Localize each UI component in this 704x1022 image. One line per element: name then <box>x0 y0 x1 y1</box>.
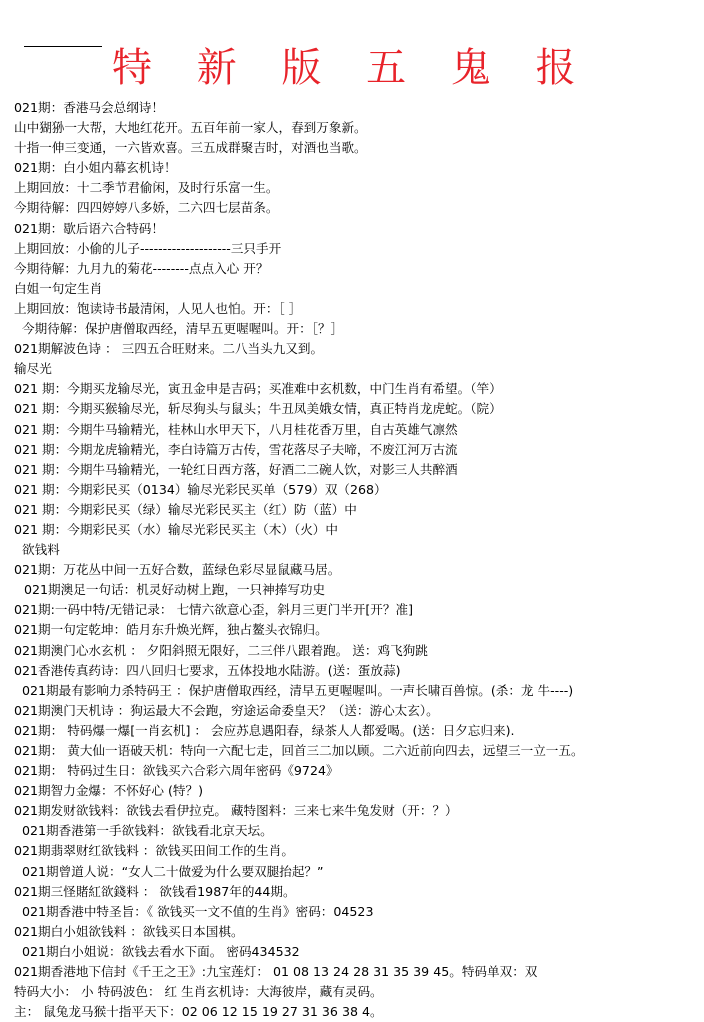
text-line: 021 期：今期买龙输尽光，寅丑金申是吉码；买准难中玄机数，中门生肖有希望。（竿） <box>14 381 502 397</box>
document-body <box>14 98 698 1022</box>
text-line: 021期香港中特圣旨：《 欲钱买一文不值的生肖》密码：04523 <box>22 903 374 919</box>
text-line: 021期白小姐欲钱料 ：欲钱买日本国棋。 <box>14 923 244 939</box>
text-line: 021期： 黄大仙一语破天机：特向一六配七走，回首三二加以顾。二六近前向四去，远望三一立一五。 <box>14 743 584 758</box>
text-line: 021 期：今期买猴输尽光，斩尽狗头与鼠头；牛丑凤美娥女情，真正特肖龙虎蛇。（院） <box>14 401 502 417</box>
text-line: 021期解波色诗 ： 三四五合旺财来。二八当头九又到。 <box>14 341 324 357</box>
text-line: 021期： 特码爆一爆[一肖玄机] ： 会应苏息遇阳春，绿茶人人都爱喝。(送：日夕忘归来). <box>14 722 515 738</box>
text-line: 021 期：今期彩民买（水）输尽光彩民买主（木）（火）中 <box>14 521 338 537</box>
text-line: 021期澳门天机诗 ：狗运最大不会跑，穷途运命委皇天？（送：游心太玄）。 <box>14 702 439 718</box>
text-line: 今期待解：保护唐僧取西经，清早五更喔喔叫。开：［？］ <box>22 321 344 337</box>
text-line: 021期:一码中特/无错记录： 七情六欲意心歪，斜月三更门半开[开？准] <box>14 602 413 618</box>
text-line: 今期待解：四四婷婷八多娇，二六四七层苗条。 <box>14 200 279 216</box>
text-line: 021 期：今期牛马输精光，一轮红日西方落，好酒二二碗人饮，对影三人共醉酒 <box>14 461 458 477</box>
text-line: 021 期：今期龙虎输精光，李白诗篇万古传，雪花落尽子夫啼，不废江河万古流 <box>14 441 458 457</box>
text-line: 021期翡翠财红欲钱料 ：欲钱买田间工作的生肖。 <box>14 843 294 859</box>
text-line: 今期待解：九月九的菊花--------点点入心 开？ <box>14 260 269 276</box>
text-line: 输尽光 <box>14 361 52 377</box>
text-line: 021香港传真药诗：四八回归七要求，五体投地水陆游。(送：蛋放蒜) <box>14 662 401 678</box>
text-line: 021期：香港马会总纲诗！ <box>14 100 164 115</box>
text-line: 021期曾道人说：“女人二十做爱为什么要双腿抬起？” <box>22 863 324 879</box>
text-line: 特码大小： 小 特码波色： 红 生肖玄机诗：大海彼岸，藏有灵码。 <box>14 984 383 1000</box>
text-line: 021期：白小姐内幕玄机诗！ <box>14 160 177 176</box>
text-line: 021期最有影响力杀特码王 ：保护唐僧取西经，清早五更喔喔叫。一声长啸百兽惊。(杀：龙 牛----) <box>22 682 574 698</box>
text-line: 十指一伸三变通，一六皆欢喜。三五成群聚吉时，对酒也当歌。 <box>14 140 367 156</box>
text-line: 021期三怪賭紅欲錢料 ： 欲钱看1987年的44期。 <box>14 883 296 899</box>
section-heading: 欲钱料 <box>22 542 60 558</box>
top-divider-line <box>24 46 102 47</box>
text-line: 上期回放：饱读诗书最清闲，人见人也怕。开：［ ］ <box>14 300 302 316</box>
text-line: 021 期：今期牛马输精光，桂林山水甲天下，八月桂花香万里，自古英雄气凛然 <box>14 421 458 437</box>
text-line: 021期智力金爆：不怀好心 (特？) <box>14 783 203 799</box>
text-line: 021 期：今期彩民买（0134）输尽光彩民买单（579）双（268） <box>14 481 387 497</box>
text-line: 主： 鼠兔龙马猴十指平天下：02 06 12 15 19 27 31 36 38 4。 <box>14 1004 383 1020</box>
text-line: 021期澳足一句话：机灵好动树上跑，一只神捧写功史 <box>24 582 326 598</box>
text-line: 021期澳门心水玄机 ： 夕阳斜照无限好，二三伴八跟着跑。 送：鸡飞狗跳 <box>14 642 428 658</box>
text-line: 上期回放：十二季节君偷闲，及时行乐富一生。 <box>14 180 279 196</box>
text-line: 021期香港第一手欲钱料：欲钱看北京天坛。 <box>22 823 273 839</box>
text-line: 山中猢狲一大帮，大地红花开。五百年前一家人，春到万象新。 <box>14 120 367 136</box>
page-title: 特 新 版 五 鬼 报 <box>112 45 592 91</box>
text-line: 021期香港地下信封《千王之王》:九宝莲灯： 01 08 13 24 28 31 35 39 45。特码单双：双 <box>14 964 538 980</box>
text-line: 021期：歇后语六合特码！ <box>14 220 164 236</box>
text-line: 021期： 特码过生日：欲钱买六合彩六周年密码《9724》 <box>14 763 339 779</box>
text-line: 白姐一句定生肖 <box>14 280 103 296</box>
text-line: 021期发财欲钱料：欲钱去看伊拉克。 藏特图料：三来七来牛兔发财（开：？） <box>14 803 458 819</box>
text-line: 021 期：今期彩民买（绿）输尽光彩民买主（红）防（蓝）中 <box>14 501 357 517</box>
text-line: 021期：万花丛中间一五好合数，蓝绿色彩尽显鼠藏马居。 <box>14 562 341 578</box>
text-line: 021期白小姐说：欲钱去看水下面。 密码434532 <box>22 943 300 959</box>
text-line: 上期回放：小偷的儿子--------------------三只手开 <box>14 240 282 256</box>
text-line: 021期一句定乾坤：皓月东升焕光辉，独占鳌头衣锦归。 <box>14 622 328 638</box>
